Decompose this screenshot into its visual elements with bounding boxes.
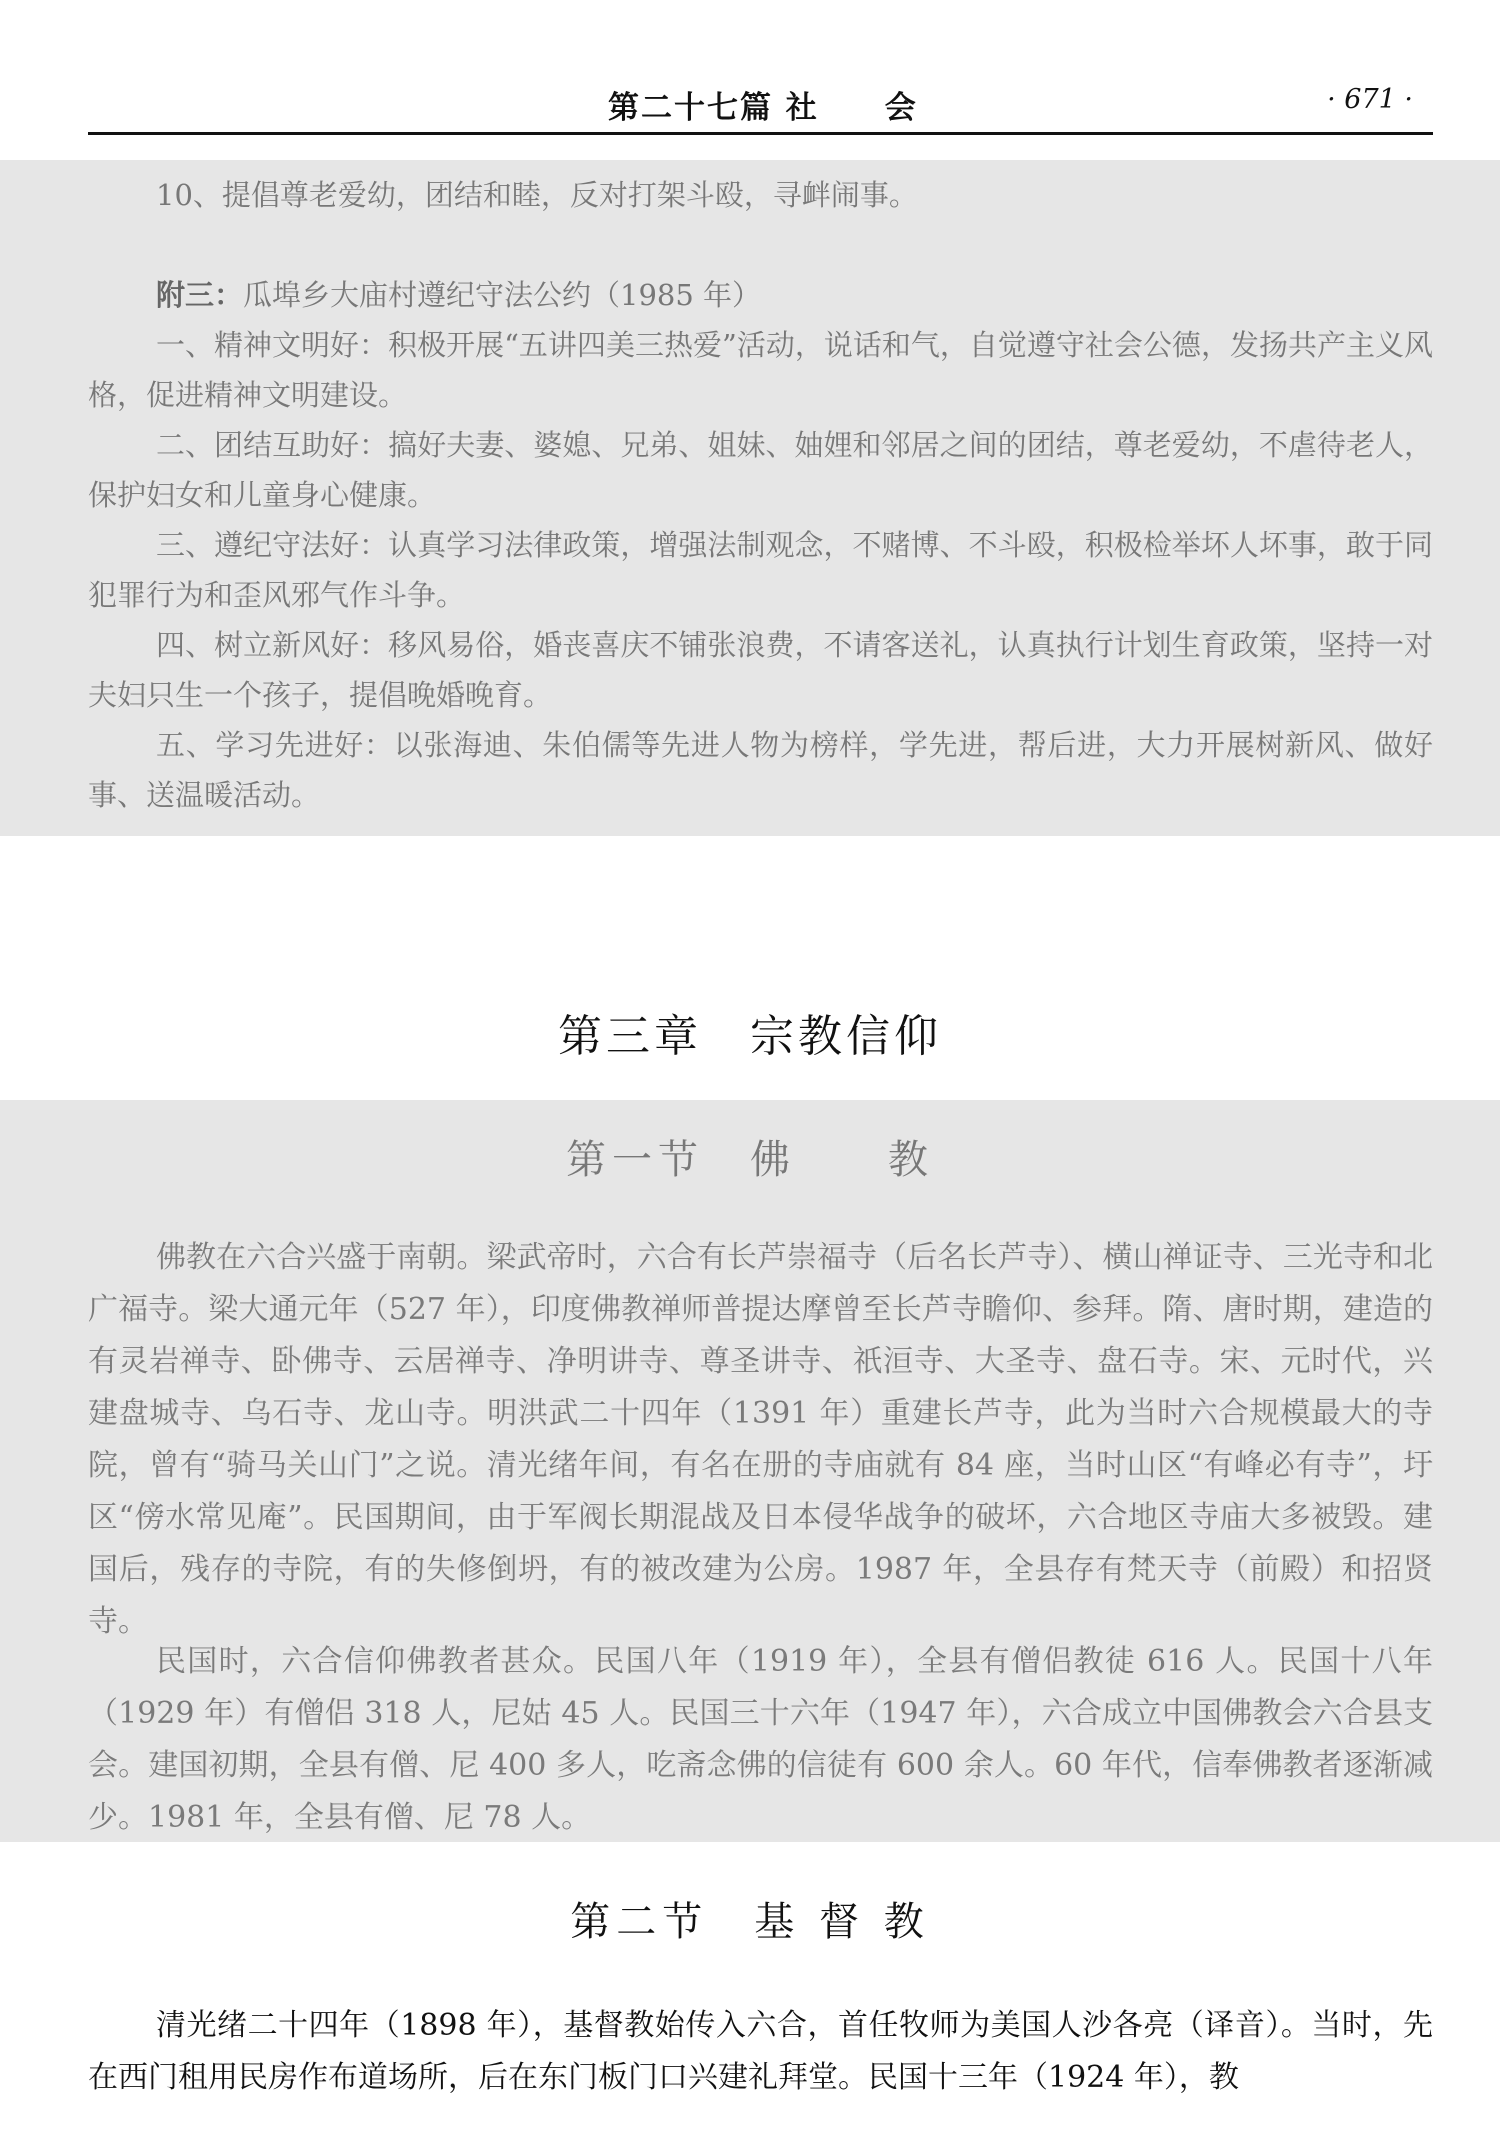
running-title: 第二十七篇 社 会	[608, 90, 918, 126]
section-title-christianity: 第二节 基 督 教	[570, 1899, 930, 1945]
pact-item-4: 四、树立新风好：移风易俗，婚丧喜庆不铺张浪费，不请客送礼，认真执行计划生育政策，坚持一对夫妇只生一个孩子，提倡晚婚晚育。	[88, 628, 1433, 712]
page-number: · 671 ·	[1327, 84, 1413, 115]
section-title-buddhism: 第一节 佛 教	[566, 1137, 934, 1183]
appendix-title: 瓜埠乡大庙村遵纪守法公约（1985 年）	[243, 278, 762, 312]
chapter-title: 第三章 宗教信仰	[558, 1011, 942, 1062]
pact-item-1: 一、精神文明好：积极开展“五讲四美三热爱”活动，说话和气，自觉遵守社会公德，发扬共产主义风格，促进精神文明建设。	[88, 328, 1433, 412]
christianity-paragraph: 清光绪二十四年（1898 年），基督教始传入六合，首任牧师为美国人沙各亮（译音）。当时，先在西门租用民房作布道场所，后在东门板门口兴建礼拜堂。民国十三年（1924 年），教	[88, 2008, 1433, 2095]
pact-item-5: 五、学习先进好：以张海迪、朱伯儒等先进人物为榜样，学先进，帮后进，大力开展树新风、做好事、送温暖活动。	[88, 728, 1433, 812]
pact-item-3: 三、遵纪守法好：认真学习法律政策，增强法制观念，不赌博、不斗殴，积极检举坏人坏事，敢于同犯罪行为和歪风邪气作斗争。	[88, 528, 1433, 612]
list-item-10: 10、提倡尊老爱幼，团结和睦，反对打架斗殴，寻衅闹事。	[156, 178, 918, 212]
buddhism-paragraph-1: 佛教在六合兴盛于南朝。梁武帝时，六合有长芦崇福寺（后名长芦寺）、横山禅证寺、三光寺和北广福寺。梁大通元年（527 年），印度佛教禅师普提达摩曾至长芦寺瞻仰、参拜。隋、唐时期，建造的有灵岩禅寺、卧佛寺、云居禅寺、净明讲寺、尊圣讲寺、祇洹寺、大圣寺、盘石寺。宋、元时代，兴建盘城寺、乌石寺、龙山寺。明洪武二十四年（1391 年）重建长芦寺，此为当时六合规模最大的寺院，曾有“骑马关山门”之说。清光绪年间，有名在册的寺庙就有 84 座，当时山区“有峰必有寺”，圩区“傍水常见庵”。民国期间，由于军阀长期混战及日本侵华战争的破坏，六合地区寺庙大多被毁。建国后，残存的寺院，有的失修倒坍，有的被改建为公房。1987 年，全县存有梵天寺（前殿）和招贤寺。	[88, 1240, 1433, 1639]
pact-item-2: 二、团结互助好：搞好夫妻、婆媳、兄弟、姐妹、妯娌和邻居之间的团结，尊老爱幼，不虐待老人，保护妇女和儿童身心健康。	[88, 428, 1433, 512]
page-header	[88, 82, 1433, 135]
buddhism-paragraph-2: 民国时，六合信仰佛教者甚众。民国八年（1919 年），全县有僧侣教徒 616 人。民国十八年（1929 年）有僧侣 318 人，尼姑 45 人。民国三十六年（1947 年），六合成立中国佛教会六合县支会。建国初期，全县有僧、尼 400 多人，吃斋念佛的信徒有 600 余人。60 年代，信奉佛教者逐渐减少。1981 年，全县有僧、尼 78 人。	[88, 1644, 1433, 1835]
appendix-heading	[88, 270, 1433, 320]
appendix-label: 附三：	[156, 278, 244, 312]
